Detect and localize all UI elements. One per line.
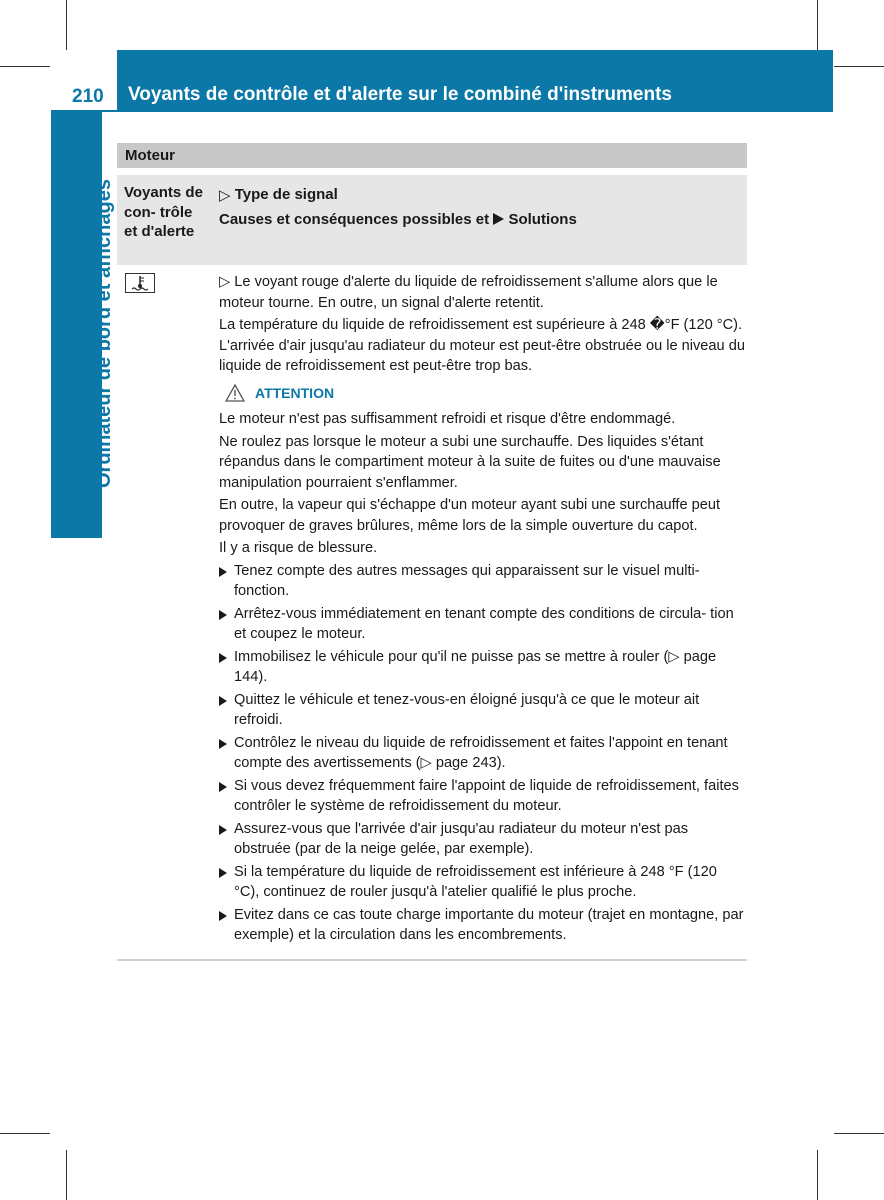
crop-mark (834, 1133, 884, 1134)
header-rule (51, 110, 833, 112)
bullet-arrow-icon (219, 653, 227, 663)
bullet-arrow-icon (219, 825, 227, 835)
bullet-arrow-icon (219, 868, 227, 878)
signal-triangle-icon: ▷ (219, 187, 231, 204)
bullet-arrow-icon (219, 696, 227, 706)
list-item (219, 862, 745, 903)
table-header (117, 175, 747, 265)
warning-paragraph: En outre, la vapeur qui s'échappe d'un moteur ayant subi une surchauffe peut provoquer de graves brûlures, même lors de la simple ouverture du capot. (219, 497, 721, 534)
list-item (219, 776, 745, 817)
signal-description: Le voyant rouge d'alerte du liquide de refroidissement s'allume alors que le moteur tourne. En outre, un signal d'alerte retentit. (219, 274, 718, 311)
warning-paragraph: Le moteur n'est pas suffisamment refroidi et risque d'être endommagé. (219, 411, 676, 427)
list-item-text: Evitez dans ce cas toute charge importante du moteur (trajet en montagne, par exemple) et la circulation dans les encombrements. (234, 906, 744, 943)
table-bottom-rule (117, 959, 747, 961)
coolant-temperature-icon (125, 273, 155, 293)
crop-mark (0, 1133, 50, 1134)
list-item-text: Immobilisez le véhicule pour qu'il ne puisse pas se mettre à rouler (▷ page 144). (234, 648, 717, 685)
section-header (117, 143, 747, 168)
list-item (219, 690, 745, 731)
crop-mark (817, 1150, 818, 1200)
crop-mark (834, 66, 884, 67)
crop-mark (0, 66, 50, 67)
column-header-solutions: Solutions (508, 211, 577, 228)
list-item-text: Contrôlez le niveau du liquide de refroidissement et faites l'appoint en tenant compte des avertissements (▷ page 243). (234, 734, 728, 771)
section-title: Moteur (125, 147, 175, 164)
list-item (219, 647, 745, 688)
list-item-text: Assurez-vous que l'arrivée d'air jusqu'au radiateur du moteur n'est pas obstruée (par de la neige gelée, par exemple). (234, 820, 689, 857)
list-item (219, 561, 745, 602)
column-header-signal (219, 183, 577, 232)
warning-paragraph: Il y a risque de blessure. (219, 540, 378, 556)
list-item-text: Arrêtez-vous immédiatement en tenant compte des conditions de circula- tion et coupez le moteur. (234, 605, 734, 642)
signal-icon: ▷ (219, 274, 231, 290)
list-item (219, 604, 745, 645)
list-item (219, 733, 745, 774)
crop-mark (66, 1150, 67, 1200)
column-header-indicator: Voyants de con- trôle et d'alerte (124, 184, 203, 240)
bullet-arrow-icon (219, 567, 227, 577)
cause-description: La température du liquide de refroidissement est supérieure à 248 �°F (120 °C). L'arrivée d'air jusqu'au radiateur du moteur est peut-être obstruée ou le niveau du liquide de refroidissement est peut-être trop bas. (219, 317, 745, 374)
solution-list (219, 561, 745, 946)
bullet-arrow-icon (219, 739, 227, 749)
list-item (219, 819, 745, 860)
bullet-arrow-icon (219, 610, 227, 620)
warning-triangle-icon (225, 384, 245, 402)
row-content (219, 272, 745, 948)
list-item-text: Si la température du liquide de refroidissement est inférieure à 248 ‌°F (120 °C), continuez de rouler jusqu'à l'atelier qualifié le plus proche. (234, 863, 717, 900)
list-item (219, 905, 745, 946)
list-item-text: Si vous devez fréquemment faire l'appoint de liquide de refroidissement, faites contrôler le système de refroidissement du moteur. (234, 777, 739, 814)
crop-mark (817, 0, 818, 50)
column-header-signal-type: Type de signal (234, 186, 338, 203)
bullet-arrow-icon (219, 911, 227, 921)
bullet-arrow-icon (219, 782, 227, 792)
side-tab-label: Ordinateur de bord et affichages (93, 179, 115, 488)
list-item-text: Tenez compte des autres messages qui apparaissent sur le visuel multi- fonction. (234, 562, 700, 599)
column-header-causes: Causes et conséquences possibles et (219, 211, 490, 228)
list-item-text: Quittez le véhicule et tenez-vous-en éloigné jusqu'à ce que le moteur ait refroidi. (234, 691, 700, 728)
page-number: 210 (72, 86, 104, 107)
attention-header (225, 383, 745, 404)
warning-paragraph: Ne roulez pas lorsque le moteur a subi une surchauffe. Des liquides s'étant répandus dans le compartiment moteur à la suite de fuites ou d'une mauvaise manipulation pourraient s'enflammer. (219, 433, 721, 491)
crop-mark (66, 0, 67, 50)
page-title: Voyants de contrôle et d'alerte sur le combiné d'instruments (128, 84, 672, 105)
attention-label: ATTENTION (255, 384, 335, 401)
solution-arrow-icon (493, 213, 504, 225)
